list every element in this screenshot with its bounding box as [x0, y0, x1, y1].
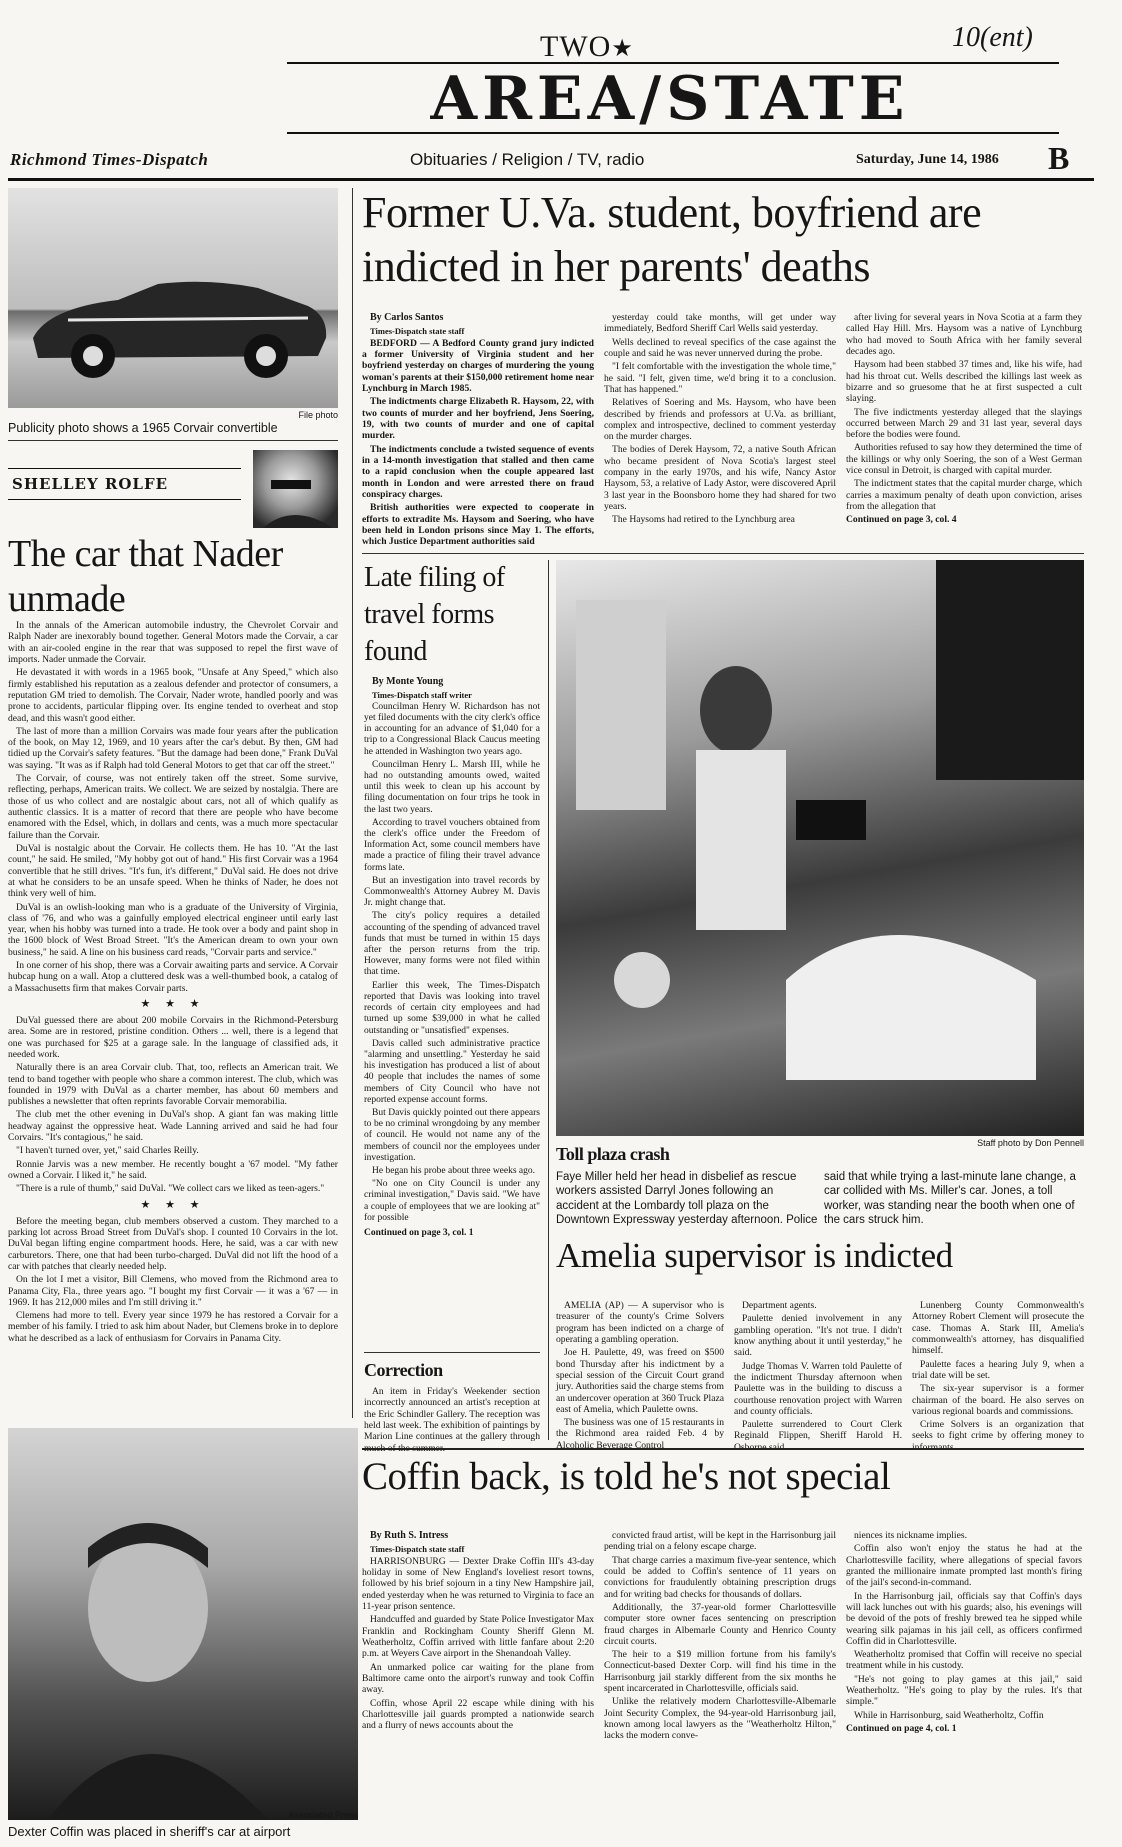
amelia-paragraph: AMELIA (AP) — A supervisor who is treasurer of the county's Crime Solvers program has been indicted on a charge of operating a gambling operation.	[556, 1300, 724, 1345]
coffin-byline: By Ruth S. Intress	[370, 1530, 449, 1541]
coffin-photo	[8, 1428, 358, 1820]
lead-paragraph: BEDFORD — A Bedford County grand jury indicted a former University of Virginia student and her boyfriend yesterday on charges of murdering the young woman's parents at their $150,000 retirement home near Lynchburg in March 1985.	[362, 337, 594, 395]
section-letter: B	[1048, 140, 1069, 176]
column-paragraph: The last of more than a million Corvairs was made four years after the publication of the book, on May 12, 1969, and 10 years after the car's debut. By then, GM had tidied up the Corvair's safety features. "But the damage had been done," Frank DuVal was saying. "It was as if Ralph had told General Motors to get that car off the street."	[8, 725, 338, 771]
rescue-scene-icon	[556, 560, 1084, 1136]
amelia-col-2	[734, 1300, 902, 1455]
column-paragraph: Before the meeting began, club members observed a custom. They marched to a parking lot across Broad Street from DuVal's shop. I counted 10 Corvairs in the lot. DuVal began lifting engine compartment hoods. Here, he said, was a car with new carburetors. There, one that had been turbo-charged. DuVal did not lift the hood of a car with patches that clearly needed help.	[8, 1215, 338, 1272]
coffin-rule	[362, 1448, 1084, 1450]
coffin-paragraph: In the Harrisonburg jail, officials say that Coffin's days will lack lunches out with his guards; also, his evenings will be devoid of the pots of freshly brewed tea he sipped while wearing silk pajamas in his jail cell, as officers confirmed Coffin did in Charlottesville.	[846, 1590, 1082, 1647]
lead-jump: Continued on page 3, col. 4	[846, 514, 957, 526]
corvair-photo-caption: Publicity photo shows a 1965 Corvair convertible	[8, 421, 278, 435]
coffin-headline: Coffin back, is told he's not special	[362, 1455, 891, 1498]
column-paragraph: On the lot I met a visitor, Bill Clemens, who moved from the Richmond area to Panama City, Fla., three years ago. "I bought my first Corvair — it was a '67 — in 1969. It has 212,000 miles and I'm still driving it."	[8, 1274, 338, 1308]
amelia-paragraph: Paulette faces a hearing July 9, when a trial date will be set.	[912, 1358, 1084, 1381]
lead-paragraph: The indictment states that the capital murder charge, which carries a maximum penalty of death upon conviction, arises from the allegation that	[846, 478, 1082, 512]
lead-paragraph: "I felt comfortable with the investigation the whole time," he said. "I felt, given time, we'd bring it to a conclusion. That has happened."	[604, 361, 836, 395]
coffin-portrait-icon	[8, 1428, 358, 1820]
toll-photo-title: Toll plaza crash	[556, 1144, 670, 1164]
correction-headline: Correction	[364, 1360, 443, 1380]
column-body	[8, 620, 338, 1346]
coffin-paragraph: Unlike the relatively modern Charlottesville-Albemarle Joint Security Complex, the 94-year-old Harrisonburg jail, known among local lawyers as the "Weatherholtz Hilton," lacks the modern conve-	[604, 1696, 836, 1742]
columnist-portrait	[253, 450, 338, 528]
amelia-paragraph: The business was one of 15 restaurants in the Richmond area raided Feb. 4 by Alcoholic Beverage Control	[556, 1417, 724, 1451]
coffin-photo-caption: Dexter Coffin was placed in sheriff's car at airport	[8, 1824, 291, 1839]
columnist-name: SHELLEY ROLFE	[8, 468, 241, 500]
column-paragraph: DuVal is nostalgic about the Corvair. He collects them. He has 10. "At the last count," he said. He smiled, "My hobby got out of hand." His first Corvair was a 1964 convertible that he still drives. "It's fun, it's different," DuVal said. He does not drive at what he considers to be an unsafe speed. When he thinks of Nader, he does not think very well of him.	[8, 842, 338, 900]
column-paragraph: Clemens had more to tell. Every year since 1979 he has restored a Corvair for a member of his family. I tried to ask him about Nader, but Clemens broke in to deplore what he described as a lack of enthusiasm for Corvairs in Panama City.	[8, 1310, 338, 1344]
lead-paragraph: The five indictments yesterday alleged that the slayings occurred between March 29 and 31 last year, several days before the bodies were found.	[846, 406, 1082, 441]
column-paragraph: In one corner of his shop, there was a Corvair awaiting parts and service. A Corvair hubcap hung on a wall. Atop a cluttered desk was a well-thumbed book, a catalog of a Massachusetts firm that makes Corvair parts.	[8, 960, 338, 994]
coffin-paragraph: Handcuffed and guarded by State Police Investigator Max Franklin and Rockingham County Sheriff Glenn M. Weatherholtz, Coffin arrived with little fanfare about 2:20 p.m. at Weyers Cave airport in the Shenandoah Valley.	[362, 1614, 594, 1660]
coffin-paragraph: An unmarked police car waiting for the plane from Baltimore came onto the airport's runway and took Coffin away.	[362, 1661, 594, 1696]
lead-byline: By Carlos Santos	[370, 312, 444, 323]
section-break-stars: ★ ★ ★	[140, 1198, 206, 1211]
coffin-paragraph: While in Harrisonburg, said Weatherholtz, Coffin	[854, 1709, 1044, 1721]
amelia-paragraph: Paulette denied involvement in any gambling operation. "It's not true. I didn't know anything about it until yesterday," he said.	[734, 1313, 902, 1359]
section-break-stars: ★ ★ ★	[140, 998, 206, 1010]
coffin-paragraph: Coffin also won't enjoy the status he had at the Charlottesville facility, where allegations of special favors granted the millionaire inmate prompted last month's firing of the jail's second-in-command.	[846, 1543, 1082, 1589]
lead-paragraph: The indictments charge Elizabeth R. Haysom, 22, with two counts of murder and her boyfriend, Jens Soering, 19, with two counts of murder and one of capital murder.	[362, 396, 594, 442]
section-topics: Obituaries / Religion / TV, radio	[410, 150, 645, 169]
masthead-rule	[8, 178, 1094, 181]
amelia-paragraph: The six-year supervisor is a former chairman of the board. He also serves on various regional boards and commissions.	[912, 1383, 1084, 1417]
amelia-col-1	[556, 1300, 724, 1453]
travel-paragraph: Davis called such administrative practice "alarming and unsettling." Yesterday he said his investigation has produced a list of about 40 people that includes the names of some members of City Council who have not reported expense account forms.	[364, 1038, 540, 1105]
column-headline: The car that Nader unmade	[8, 533, 283, 620]
corvair-photo	[8, 188, 338, 408]
column-paragraph: DuVal is an owlish-looking man who is a graduate of the University of Virginia, class of '76, and who was a gainfully employed electrical engineer until early last year, when his hobby was turned into a trade. He took over a body and paint shop in the 1600 block of West Broad Street. "It's the American dream to own your own business," he said. A line on his business card reads, "Corvair parts and service."	[8, 901, 338, 958]
amelia-paragraph: Department agents.	[742, 1300, 817, 1311]
coffin-paragraph: "He's not going to play games at this jail," said Weatherholtz. "He's going to play by the rules. It's that simple."	[846, 1673, 1082, 1708]
correction-text: An item in Friday's Weekender section incorrectly announced an artist's reception at the Eric Schindler Gallery. The reception was held last week. The exhibition of paintings by Marion Line continues at the gallery through much of the summer.	[364, 1386, 540, 1454]
lead-paragraph: Relatives of Soering and Ms. Haysom, who have been described by friends and professors at U.Va. as brilliant, complex and introspective, declined to comment yesterday on the murder charges.	[604, 397, 836, 443]
portrait-face-icon	[253, 450, 338, 528]
travel-paragraph: According to travel vouchers obtained from the clerk's office under the Freedom of Information Act, some council members have made a practice of filing their travel advance forms late.	[364, 817, 540, 873]
amelia-paragraph: Joe H. Paulette, 49, was freed on $500 bond Thursday after his indictment by a special session of the Circuit Court grand jury. Authorities said the charge stems from an undercover operation at 360 Truck Plaza east of Amelia, which Paulette owns.	[556, 1347, 724, 1415]
column-paragraph: Naturally there is an area Corvair club. That, too, reflects an American trait. We tend to band together with people who share a common interest. The club, which was founded in 1979 with DuVal as a charter member, has about 60 members and publishes a newsletter that often reprints favorable Corvair memorabilia.	[8, 1062, 338, 1108]
coffin-photo-credit: Associated Press	[288, 1810, 358, 1820]
lead-col-1	[362, 312, 594, 549]
travel-paragraph: Earlier this week, The Times-Dispatch reported that Davis was looking into travel records of certain city employees and had turned up some $39,000 in what he called outstanding or "unsatisfied" expenses.	[364, 980, 540, 1036]
travel-byline-sub: Times-Dispatch staff writer	[372, 689, 472, 700]
coffin-byline-sub: Times-Dispatch state staff	[370, 1543, 465, 1554]
correction-body	[364, 1386, 540, 1456]
lead-paragraph: after living for several years in Nova Scotia at a farm they called Hay Hill. Mrs. Haysom was a native of Lynchburg who had moved to South Africa with her family several decades ago.	[846, 312, 1082, 357]
travel-paragraph: Councilman Henry L. Marsh III, while he had no outstanding amounts owed, waited until this week to clean up his account by filing documentation on four trips he took in the last two years.	[364, 759, 540, 815]
travel-body	[364, 676, 540, 1241]
column-paragraph: DuVal guessed there are about 200 mobile Corvairs in the Richmond-Petersburg area. Some are in restored, pristine condition. Others ... well, there is a legend that one was purchased for $25 at a garage sale. In the language of classified ads, it needed work.	[8, 1014, 338, 1060]
coffin-col-1	[362, 1530, 594, 1734]
section-prefix	[540, 30, 634, 64]
coffin-paragraph: convicted fraud artist, will be kept in the Harrisonburg jail pending trial on a felony escape charge.	[604, 1530, 836, 1553]
coffin-col-3	[846, 1530, 1082, 1736]
columnist-box	[8, 450, 338, 528]
travel-jump: Continued on page 3, col. 1	[364, 1227, 474, 1238]
toll-photo-caption-right: said that while trying a last-minute lane change, a car collided with Ms. Miller's car. Jones, a toll worker, was standing near the booth when one of the cars struck him.	[824, 1171, 1076, 1227]
column-paragraph: The Corvair, of course, was not entirely taken off the street. Some survive, reflecting, perhaps, American traits. We collect. We are seized by nostalgia. There are those of us who collect and are nostalgic about cars, not all of which qualify as authentic classics. It is a matter of record that there are people who have become enamored with the Edsel, which, in dollars and cents, was a much more spectacular failure than the Corvair.	[8, 773, 338, 841]
amelia-paragraph: Crime Solvers is an organization that seeks to fight crime by offering money to informants.	[912, 1419, 1084, 1453]
lead-paragraph: British authorities were expected to cooperate in efforts to extradite Ms. Haysom and Soering, who have been held in London prisons since May 1. The efforts, which Justice Department authorities said	[362, 502, 594, 548]
coffin-paragraph: Additionally, the 37-year-old former Charlottesville computer store owner faces sentencing on prescription fraud charges in Albemarle County and Henrico County circuit courts.	[604, 1601, 836, 1647]
convertible-car-icon	[8, 188, 338, 408]
lead-paragraph: The Haysoms had retired to the Lynchburg area	[612, 514, 795, 526]
issue-date: Saturday, June 14, 1986	[856, 152, 999, 167]
coffin-paragraph: HARRISONBURG — Dexter Drake Coffin III's 43-day holiday in some of New England's loveliest resort towns, followed by his brief sojourn in a tiny New Hampshire jail, ended yesterday when he was returned to Virginia to face an 11-year prison sentence.	[362, 1555, 594, 1613]
column-divider	[352, 188, 353, 1418]
travel-paragraph: But Davis quickly pointed out there appears to be no criminal wrongdoing by any member of council. He would not name any of the members of council nor the employees under investigation.	[364, 1107, 540, 1163]
coffin-paragraph: Coffin, whose April 22 escape while dining with his Charlottesville jail guards prompted a nationwide search and a flurry of news accounts about the	[362, 1697, 594, 1732]
amelia-paragraph: Lunenberg County Commonwealth's Attorney Robert Clement will prosecute the case. Thomas A. Stark III, Amelia's commonwealth's attorney, has disqualified himself.	[912, 1300, 1084, 1357]
lead-paragraph: Wells declined to reveal specifics of the case against the couple and said he was never unnerved during the probe.	[604, 336, 836, 359]
coffin-paragraph: The heir to a $19 million fortune from his family's Connecticut-based Dexter Corp. will find his time in the Harrisonburg jail starkly different from the six months he spent incarcerated in Charlottesville, officials said.	[604, 1649, 836, 1695]
toll-photo-caption-left: Faye Miller held her head in disbelief as rescue workers assisted Darryl Jones following an accident at the Lombardy toll plaza on the Downtown Expressway yesterday afternoon. Police	[556, 1171, 818, 1227]
coffin-paragraph: Weatherholtz promised that Coffin will receive no special treatment while in his custody.	[846, 1649, 1082, 1672]
travel-paragraph: He began his probe about three weeks ago.	[372, 1165, 536, 1176]
travel-paragraph: "No one on City Council is under any criminal investigation," Davis said. "We have a couple of employees that we are looking at" for possible	[364, 1179, 540, 1223]
section-prefix-text: TWO	[540, 30, 612, 63]
travel-byline: By Monte Young	[372, 676, 444, 687]
lead-col-3	[846, 312, 1082, 528]
lead-col-2	[604, 312, 836, 528]
coffin-jump: Continued on page 4, col. 1	[846, 1723, 957, 1734]
paper-name: Richmond Times-Dispatch	[10, 150, 209, 169]
coffin-paragraph: niences its nickname implies.	[854, 1530, 967, 1541]
lead-paragraph: The indictments conclude a twisted sequence of events in a 14-month investigation that stalled and then came to a rapid conclusion when the couple appeared last month in London and were arrested there on fraud conspiracy charges.	[362, 443, 594, 500]
toll-plaza-photo	[556, 560, 1084, 1136]
caption-rule	[8, 440, 338, 441]
lead-paragraph: Haysom had been stabbed 37 times and, like his wife, had had his throat cut. Wells described the killings last week as bizarre and so gruesome that he at first suspected a cult slaying.	[846, 359, 1082, 405]
column-paragraph: He devastated it with words in a 1965 book, "Unsafe at Any Speed," which also firmly established his reputation as a zealous defender and protector of consumers, a reputation GM tried to demolish. The Corvair, Nader wrote, handled poorly and was prone to accidents, particular flipping over. Its engine tended to overheat and stop dead, and this wasn't good either.	[8, 667, 338, 724]
amelia-col-3	[912, 1300, 1084, 1455]
lead-rule	[362, 553, 1084, 554]
coffin-paragraph: That charge carries a maximum five-year sentence, which could be added to Coffin's sentence of 11 years on convictions for fraudulently obtaining prescription drugs and for writing bad checks for thousands of dollars.	[604, 1554, 836, 1600]
lead-paragraph: The bodies of Derek Haysom, 72, a native South African who became president of Nova Scotia's largest steel company in the early 1970s, and his wife, Nancy Astor Haysom, 53, a relative of Lady Astor, were discovered April 3 last year in the Boonsboro home they had shared for two years.	[604, 444, 836, 512]
column-paragraph: Ronnie Jarvis was a new member. He recently bought a '67 model. "My father owned a Corvair. I liked it," he said.	[8, 1158, 338, 1182]
column-paragraph: "There is a rule of thumb," said DuVal. "We collect cars we liked as teen-agers."	[16, 1183, 325, 1195]
amelia-paragraph: Judge Thomas V. Warren told Paulette of the indictment Thursday afternoon when Paulette was in the building to discuss a courthouse renovation project with Warren and county officials.	[734, 1360, 902, 1417]
amelia-paragraph: Paulette surrendered to Court Clerk Reginald Flippen, Sheriff Harold H. Osborne said.	[734, 1419, 902, 1453]
handwritten-note: 10(ent)	[952, 22, 1033, 53]
section-title: AREA/STATE	[430, 64, 910, 134]
correction-rule	[364, 1352, 540, 1353]
corvair-photo-credit: File photo	[298, 410, 338, 420]
lead-paragraph: Authorities refused to say how they determined the time of the killings or why only Soering, the son of a West German vice consul in Detroit, is charged with capital murder.	[846, 442, 1082, 477]
lead-paragraph: yesterday could take months, will get under way immediately, Bedford Sheriff Carl Wells said yesterday.	[604, 312, 836, 335]
travel-paragraph: But an investigation into travel records by Commonwealth's Attorney Aubrey M. Davis Jr. might change that.	[364, 875, 540, 909]
column-paragraph: In the annals of the American automobile industry, the Chevrolet Corvair and Ralph Nader are inexorably bound together. General Motors made the Corvair, a car with an air-cooled engine in the rear that was supposed to repel the first wave of imports. Nader unmade the Corvair.	[8, 620, 338, 665]
travel-paragraph: The city's policy requires a detailed accounting of the spending of advanced travel funds that must be turned in within 15 days after the person returns from the trip. However, many forms were not filed within that time.	[364, 911, 540, 978]
star-icon: ★	[611, 36, 634, 62]
column-divider	[548, 560, 549, 1440]
amelia-headline: Amelia supervisor is indicted	[556, 1236, 953, 1275]
column-paragraph: "I haven't turned over, yet," said Charles Reilly.	[16, 1145, 199, 1157]
lead-headline: Former U.Va. student, boyfriend are indicted in her parents' deaths	[362, 188, 982, 291]
coffin-col-2	[604, 1530, 836, 1744]
toll-photo-credit: Staff photo by Don Pennell	[977, 1138, 1084, 1148]
travel-paragraph: Councilman Henry W. Richardson has not yet filed documents with the city clerk's office in accounting for an advance of $1,040 for a trip to a Congressional Black Caucus meeting he attended in Washington two years ago.	[364, 701, 540, 757]
lead-byline-sub: Times-Dispatch state staff	[370, 325, 465, 336]
column-paragraph: The club met the other evening in DuVal's shop. A giant fan was making little headway against the oppressive heat. Wade Lanning arrived and said he had four Corvairs. "It's contagious," he said.	[8, 1109, 338, 1144]
travel-headline: Late filing of travel forms found	[364, 562, 505, 667]
